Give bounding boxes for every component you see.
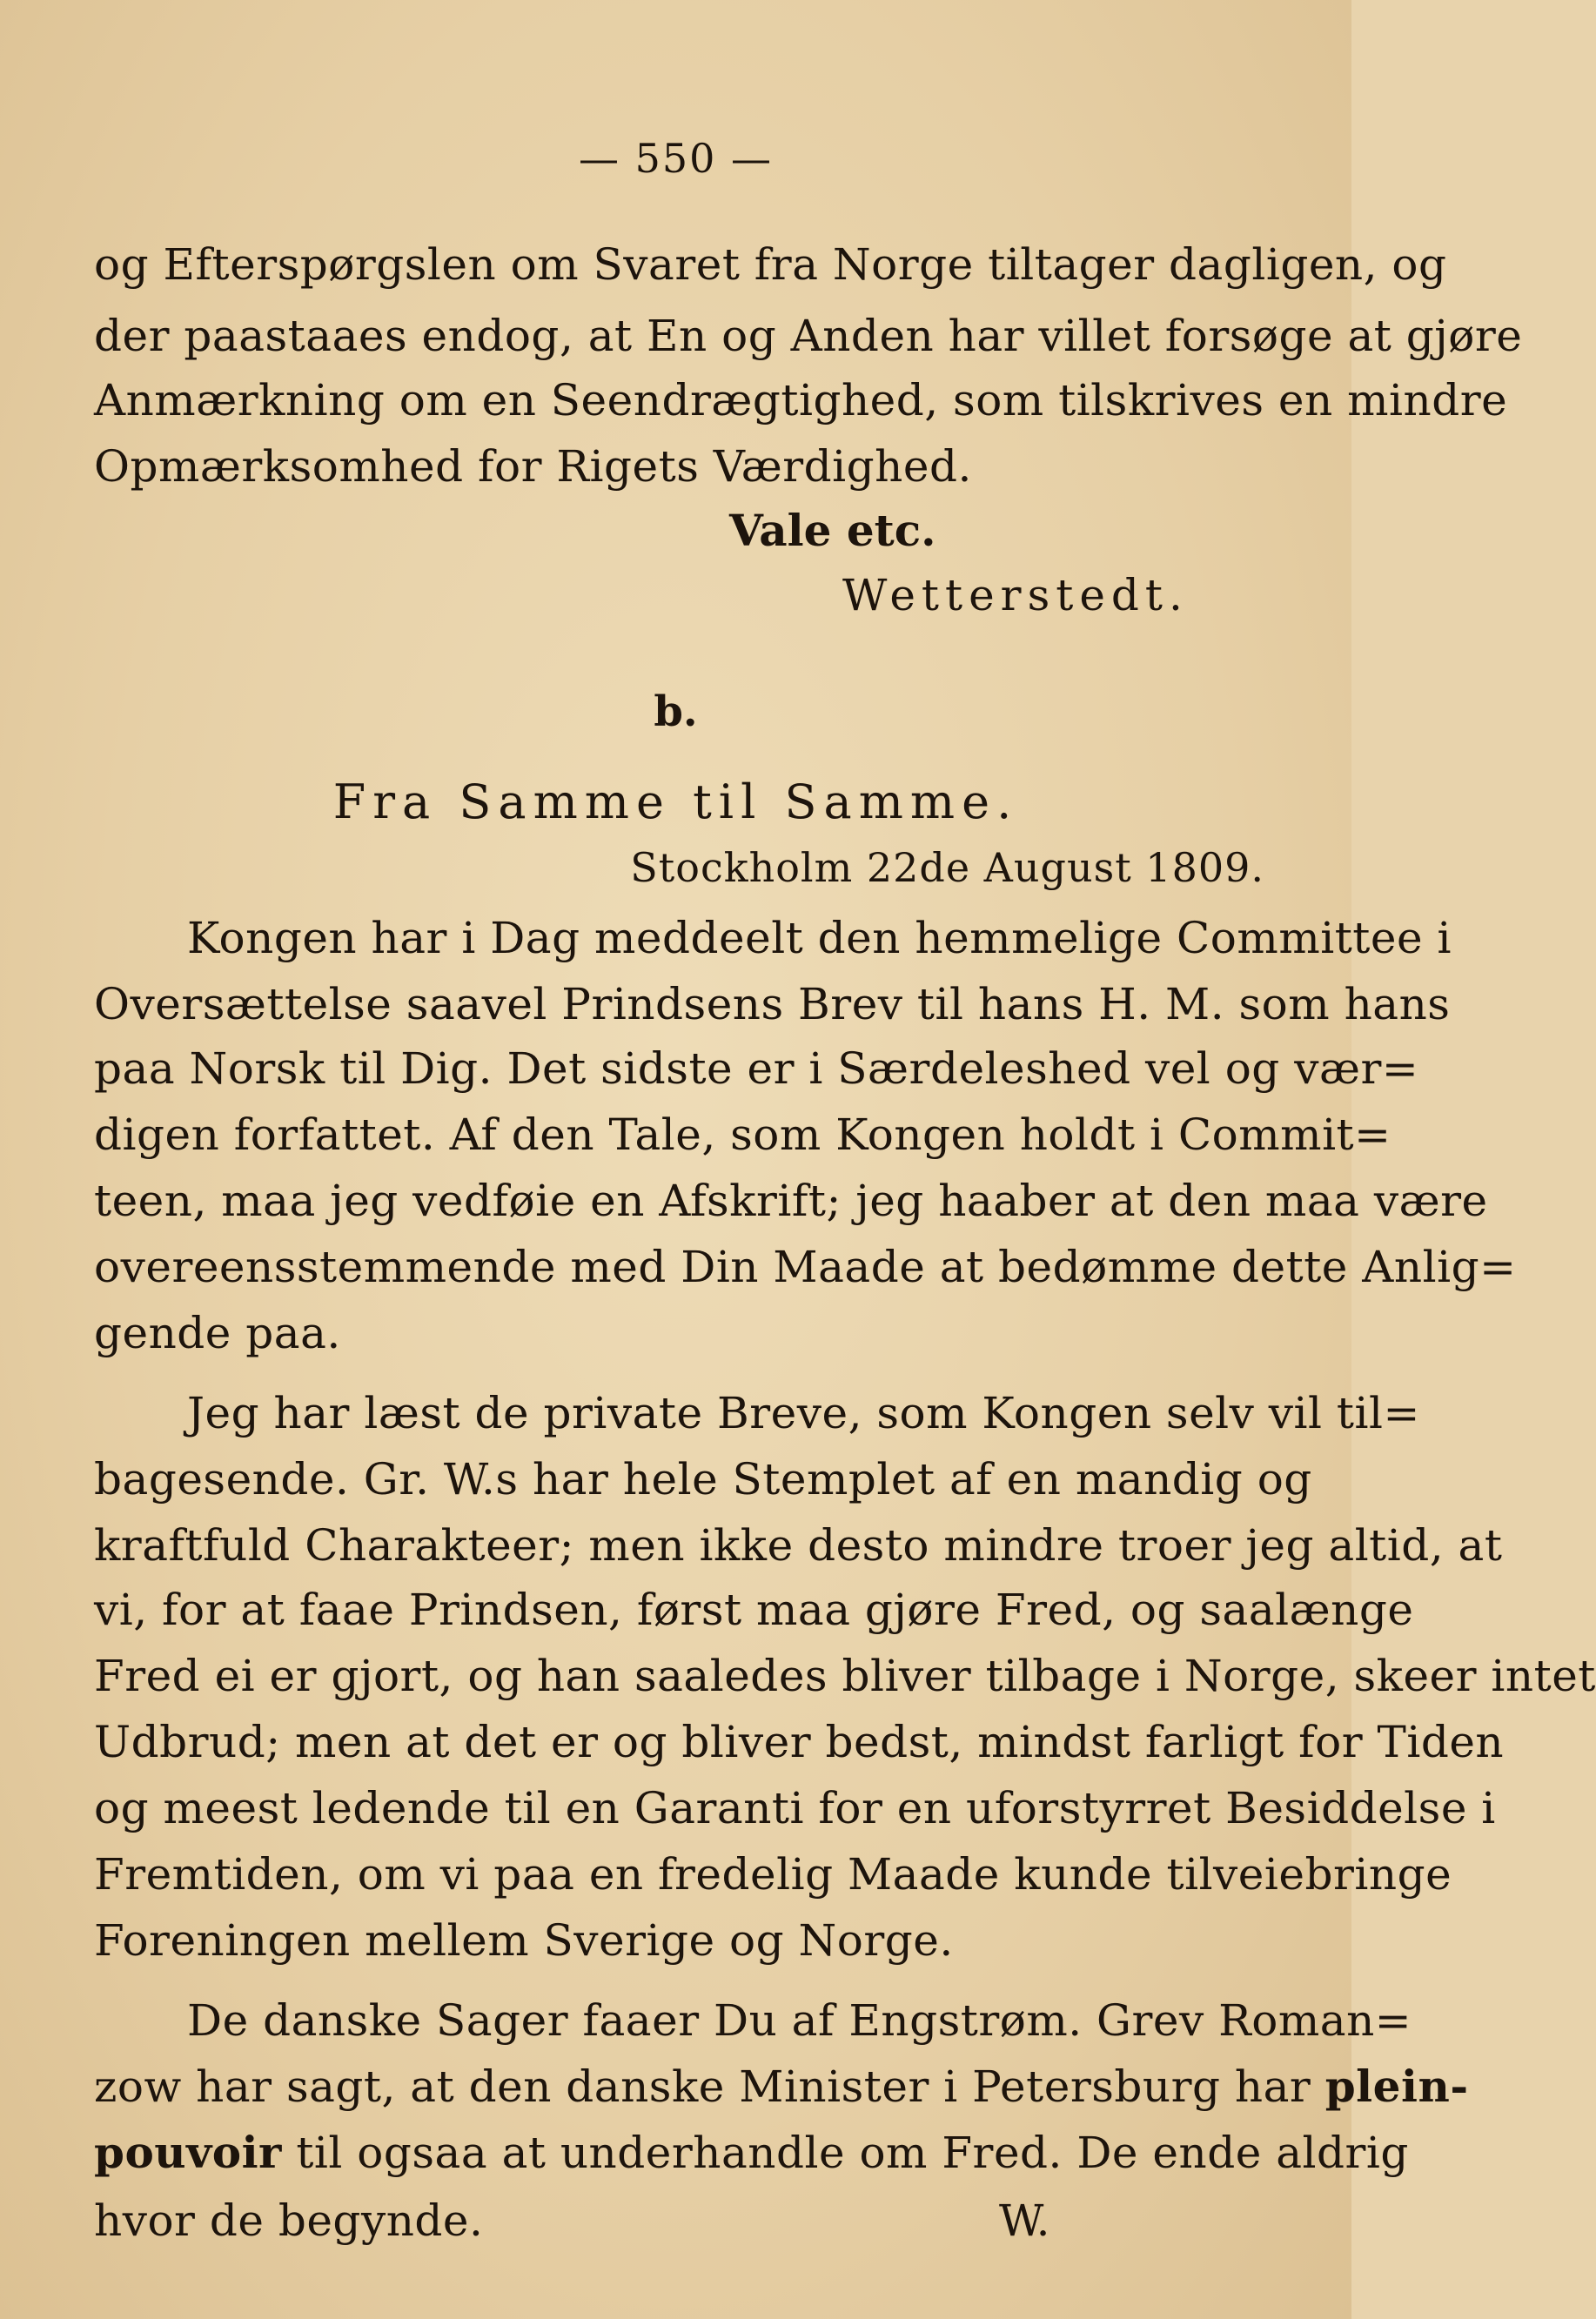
text-line: der paastaaes endog, at En og Anden har villet forsøge at gjøre bbox=[94, 311, 1523, 361]
text-line: Opmærksomhed for Rigets Værdighed. bbox=[94, 441, 972, 492]
text-line: digen forfattet. Af den Tale, som Kongen holdt i Commit= bbox=[94, 1109, 1391, 1160]
signature-initial: W. bbox=[999, 2195, 1050, 2246]
foreign-term: plein- bbox=[1324, 2061, 1469, 2112]
text-line: gende paa. bbox=[94, 1308, 341, 1358]
section-letter: b. bbox=[654, 687, 698, 736]
text-line: Fred ei er gjort, og han saaledes bliver tilbage i Norge, skeer intet bbox=[94, 1651, 1596, 1701]
text-line: Foreningen mellem Sverige og Norge. bbox=[94, 1915, 954, 1966]
text-line bbox=[94, 2059, 1469, 2115]
dateline: Stockholm 22de August 1809. bbox=[630, 844, 1264, 891]
text-segment: til ogsaa at underhandle om Fred. De ende aldrig bbox=[296, 2128, 1409, 2178]
page-number: — 550 — bbox=[578, 135, 774, 182]
text-line: vi, for at faae Prindsen, først maa gjøre Fred, og saalænge bbox=[94, 1585, 1414, 1635]
text-line: Kongen har i Dag meddeelt den hemmelige Committee i bbox=[187, 913, 1452, 963]
text-line: bagesende. Gr. W.s har hele Stemplet af en mandig og bbox=[94, 1454, 1312, 1505]
text-line: Oversættelse saavel Prindsens Brev til hans H. M. som hans bbox=[94, 979, 1451, 1029]
text-line: teen, maa jeg vedføie en Afskrift; jeg haaber at den maa være bbox=[94, 1176, 1488, 1226]
text-line: De danske Sager faaer Du af Engstrøm. Grev Roman= bbox=[187, 1995, 1412, 2046]
text-line: overeensstemmende med Din Maade at bedømme dette Anlig= bbox=[94, 1242, 1517, 1292]
signature: Wetterstedt. bbox=[842, 570, 1189, 620]
text-line: Fremtiden, om vi paa en fredelig Maade kunde tilveiebringe bbox=[94, 1849, 1452, 1900]
text-line: Anmærkning om en Seendrægtighed, som tilskrives en mindre bbox=[94, 375, 1508, 426]
text-line: paa Norsk til Dig. Det sidste er i Særdeleshed vel og vær= bbox=[94, 1043, 1419, 1094]
text-line: Jeg har læst de private Breve, som Kongen selv vil til= bbox=[187, 1388, 1420, 1438]
text-line: Udbrud; men at det er og bliver bedst, mindst farligt for Tiden bbox=[94, 1717, 1505, 1767]
text-line: og Efterspørgslen om Svaret fra Norge tiltager dagligen, og bbox=[94, 239, 1447, 290]
text-line: kraftfuld Charakteer; men ikke desto mindre troer jeg altid, at bbox=[94, 1520, 1503, 1571]
text-segment: zow har sagt, at den danske Minister i Petersburg har bbox=[94, 2061, 1311, 2112]
text-line bbox=[94, 2125, 1409, 2181]
text-line: og meest ledende til en Garanti for en uforstyrret Besiddelse i bbox=[94, 1783, 1496, 1833]
letter-heading: Fra Samme til Samme. bbox=[332, 774, 1019, 829]
foreign-term: pouvoir bbox=[94, 2127, 282, 2178]
text-line: hvor de begynde. bbox=[94, 2195, 484, 2246]
closing-vale: Vale etc. bbox=[729, 505, 936, 556]
